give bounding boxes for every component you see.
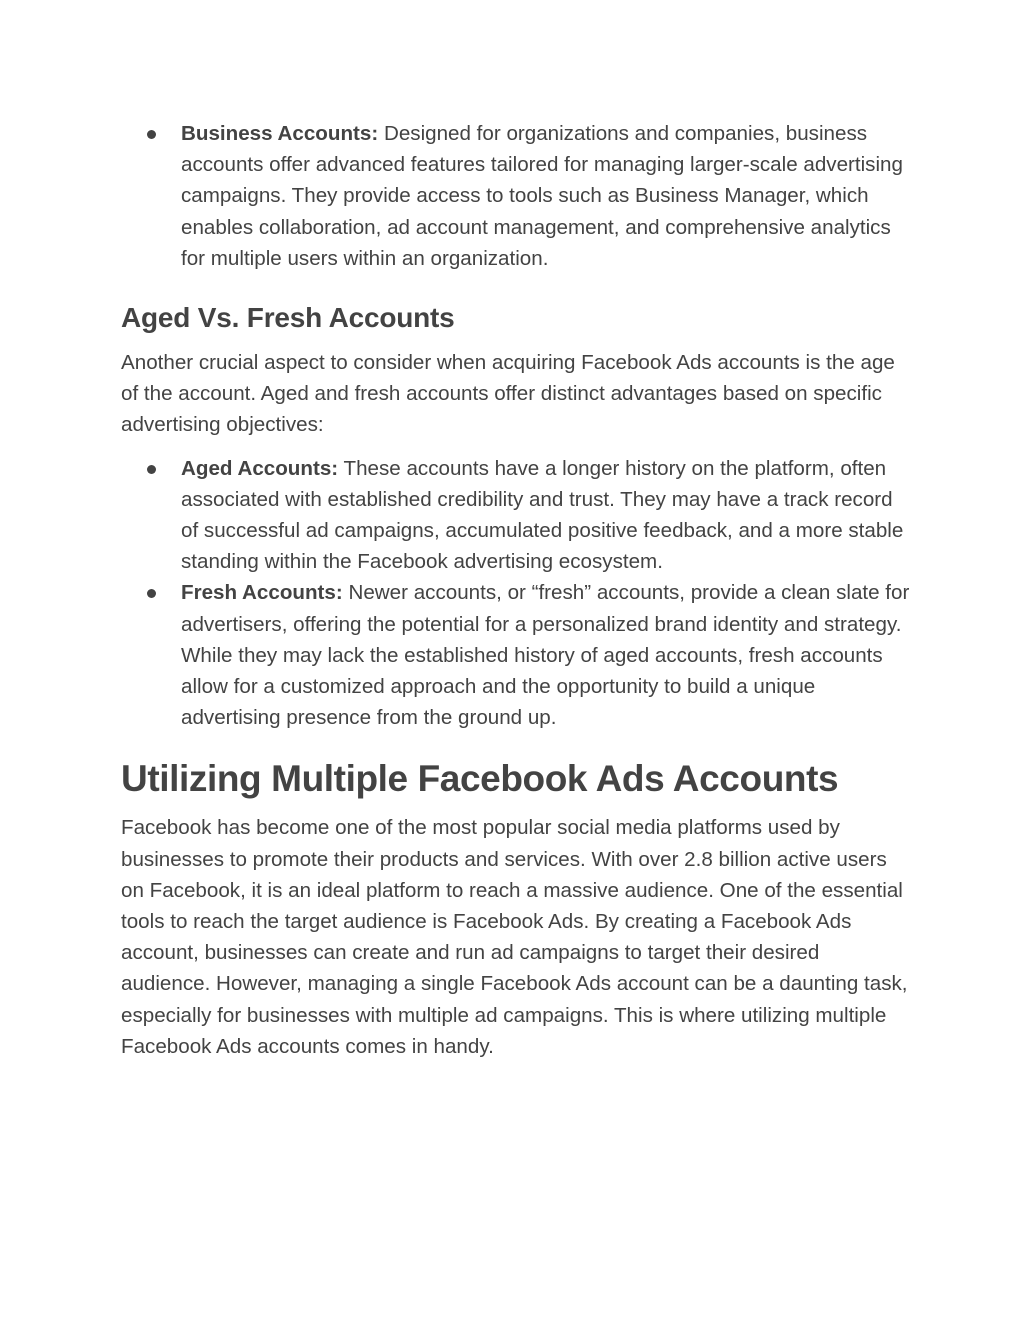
list-item-text: These accounts have a longer history on the platform, often associated with established credibility and trust. They may have a track record of successful ad campaigns, accumulated positive feedback, and a more stable standing within the Facebook advertising ecosystem.: [181, 456, 904, 574]
body-paragraph: Facebook has become one of the most popular social media platforms used by businesses to promote their products and services. With over 2.8 billion active users on Facebook, it is an ideal platform to reach a massive audience. One of the essential tools to reach the target audience is Facebook Ads. By creating a Facebook Ads account, businesses can create and run ad campaigns to target their desired audience. However, managing a single Facebook Ads account can be a daunting task, especially for businesses with multiple ad campaigns. This is where utilizing multiple Facebook Ads accounts comes in handy.: [121, 816, 908, 1058]
list-item: [181, 577, 911, 733]
document-page: [121, 118, 911, 1074]
bullet-icon: [147, 589, 156, 598]
list-item-term: Business Accounts:: [181, 122, 379, 145]
bullet-icon: [147, 465, 156, 474]
list-item-term: Aged Accounts:: [181, 456, 339, 480]
list-item: [181, 118, 911, 274]
list-item: [181, 453, 911, 578]
aged-fresh-list: [121, 453, 911, 734]
section-heading-aged-vs-fresh: Aged Vs. Fresh Accounts: [121, 302, 455, 334]
section-heading-multiple-accounts: Utilizing Multiple Facebook Ads Accounts: [121, 758, 839, 800]
account-types-list: [121, 118, 911, 274]
bullet-icon: [147, 130, 156, 139]
list-item-text: Designed for organizations and companies, business accounts offer advanced features tailored for managing larger-scale advertising campaigns. They provide access to tools such as Business Manager, which enables collaboration, ad account management, and comprehensive analytics for multiple users within an organization.: [181, 122, 903, 270]
section-intro-paragraph: Another crucial aspect to consider when acquiring Facebook Ads accounts is the age of the account. Aged and fresh accounts offer distinct advantages based on specific advertising objectives:: [121, 351, 895, 437]
list-item-text: Newer accounts, or “fresh” accounts, provide a clean slate for advertisers, offering the potential for a personalized brand identity and strategy. While they may lack the established history of aged accounts, fresh accounts allow for a customized approach and the opportunity to build a unique advertising presence from the ground up.: [181, 581, 910, 730]
list-item-term: Fresh Accounts:: [181, 581, 343, 605]
